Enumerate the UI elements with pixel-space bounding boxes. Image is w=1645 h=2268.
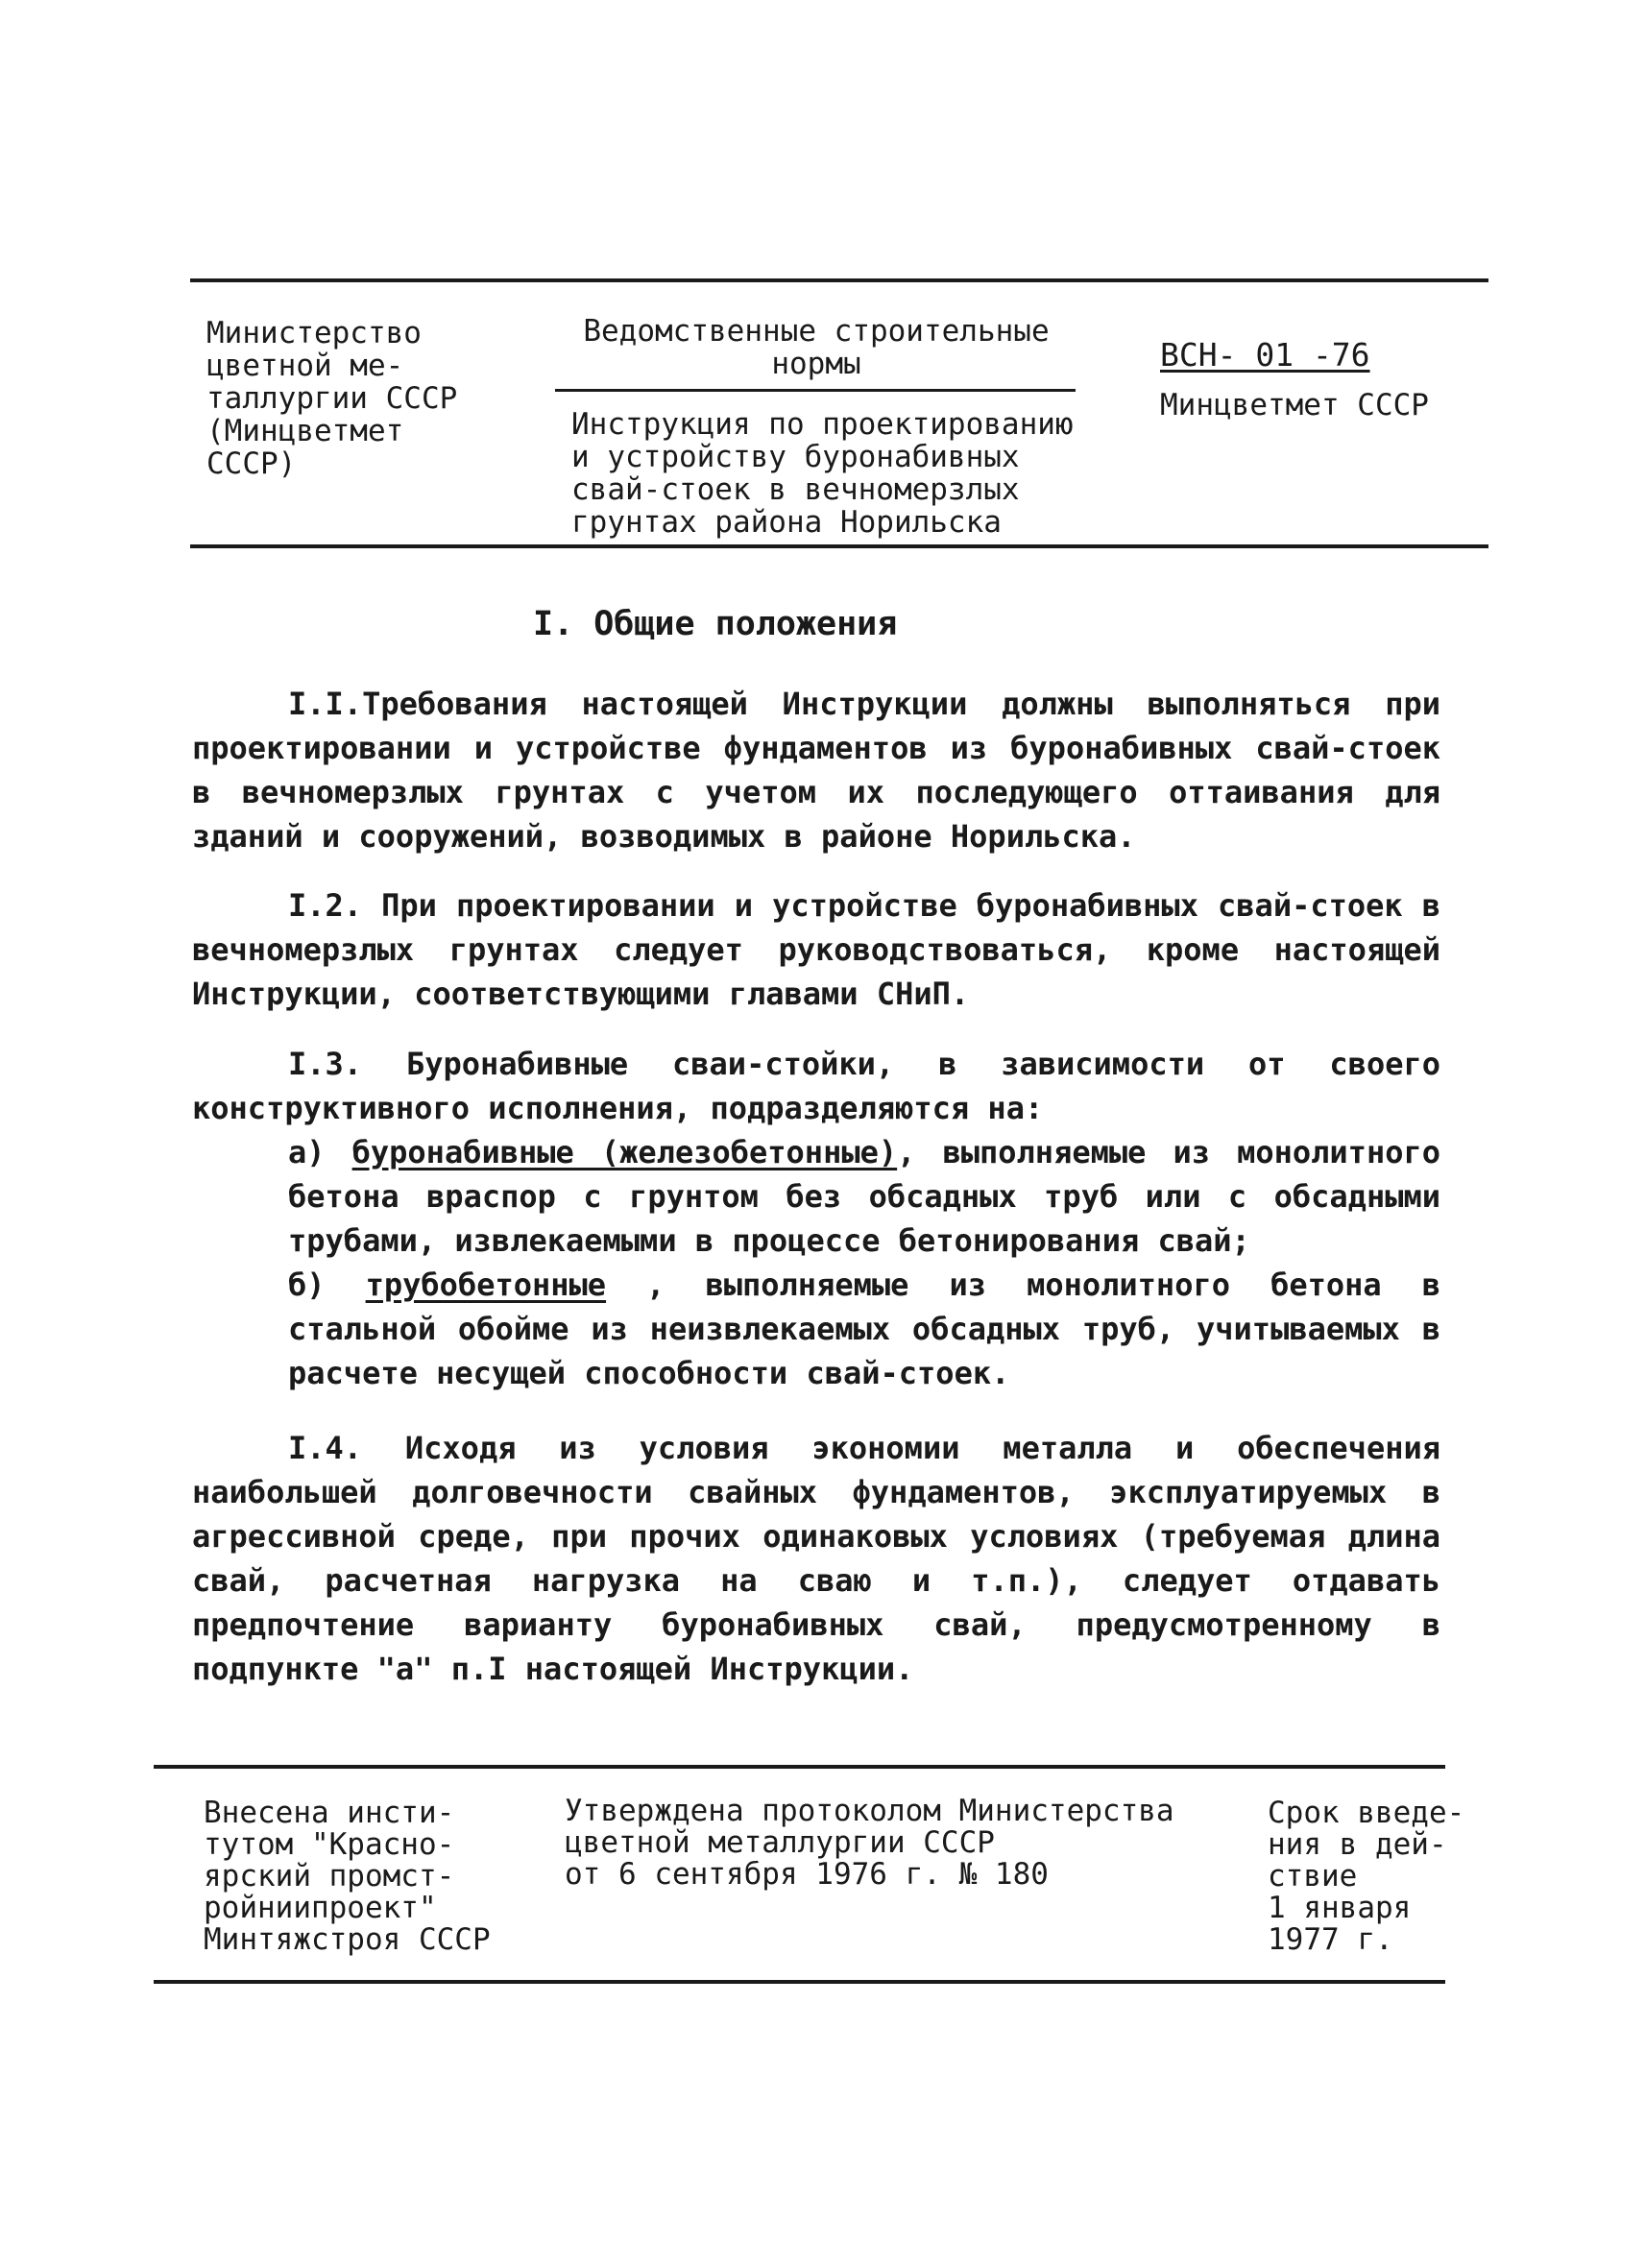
- item-a-text: , выполняемые из монолитного бетона враспор с грунтом без обсадных труб или с обсадными трубами, извлекаемыми в процессе бетонирования свай;: [288, 1134, 1440, 1259]
- footer-bottom-rule: [154, 1980, 1445, 1984]
- issuer-name: Минцветмет СССР: [1160, 388, 1429, 422]
- paragraph-1-3-a: [192, 1130, 1440, 1263]
- document-code: ВСН- 01 -76: [1160, 336, 1370, 374]
- paragraph-1-3-text: I.3. Буронабивные сваи-стойки, в зависимости от своего конструктивного исполнения, подразделяются на:: [192, 1046, 1440, 1126]
- item-b-term: трубобетонные: [365, 1267, 607, 1303]
- item-b-text: , выполняемые из монолитного бетона в стальной обойме из неизвлекаемых обсадных труб, учитываемых в расчете несущей способности свай-стоек.: [288, 1267, 1441, 1391]
- paragraph-1-4: [192, 1426, 1440, 1691]
- paragraph-1-1-text: I.I.Требования настоящей Инструкции должны выполняться при проектировании и устройстве фундаментов из буронабивных свай-стоек в вечномерзлых грунтах с учетом их последующего оттаивания для зданий и сооружений, возводимых в районе Норильска.: [192, 686, 1440, 855]
- item-b-prefix: б): [288, 1267, 326, 1303]
- section-heading: I. Общие положения: [533, 605, 898, 643]
- paragraph-1-3: [192, 1042, 1440, 1395]
- ministry-name: Министерство цветной ме- таллургии СССР (Минцветмет СССР): [206, 316, 458, 481]
- paragraph-1-2: [192, 883, 1440, 1016]
- header-middle-rule: [555, 389, 1076, 392]
- introduced-by: Внесена инсти- тутом "Красно- ярский промст- ройниипроект" Минтяжстроя СССР: [204, 1796, 491, 1957]
- header-top-rule: [190, 278, 1488, 282]
- effective-date: Срок введе- ния в дей- ствие 1 января 1977 г.: [1268, 1796, 1465, 1957]
- paragraph-1-1: [192, 682, 1440, 858]
- item-a-term: буронабивные (железобетонные): [351, 1134, 898, 1170]
- paragraph-1-2-text: I.2. При проектировании и устройстве буронабивных свай-стоек в вечномерзлых грунтах следует руководствоваться, кроме настоящей Инструкции, соответствующими главами СНиП.: [192, 887, 1440, 1012]
- approved-by: Утверждена протоколом Министерства цветной металлургии СССР от 6 сентября 1976 г. № 180: [565, 1794, 1174, 1892]
- norms-title: Ведомственные строительные нормы: [583, 314, 1050, 381]
- paragraph-1-3-b: [192, 1263, 1440, 1395]
- header-bottom-rule: [190, 544, 1488, 548]
- item-a-prefix: а): [288, 1134, 326, 1170]
- footer-top-rule: [154, 1765, 1445, 1769]
- instruction-title: Инструкция по проектированию и устройству буронабивных свай-стоек в вечномерзлых грунтах района Норильска: [571, 407, 1074, 540]
- paragraph-1-4-text: I.4. Исходя из условия экономии металла и обеспечения наибольшей долговечности свайных фундаментов, эксплуатируемых в агрессивной среде, при прочих одинаковых условиях (требуемая длина свай, расчетная нагрузка на сваю и т.п.), следует отдавать предпочтение варианту буронабивных свай, предусмотренному в подпункте "а" п.I настоящей Инструкции.: [192, 1430, 1440, 1687]
